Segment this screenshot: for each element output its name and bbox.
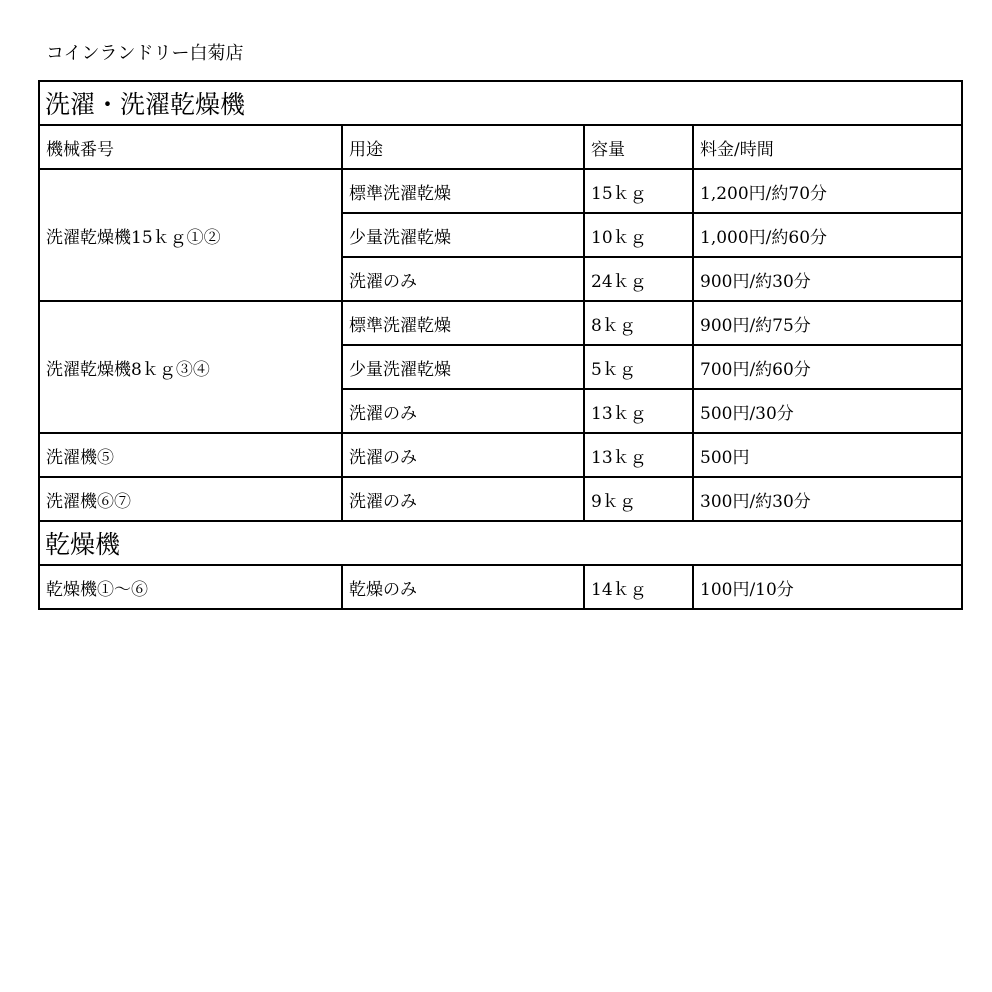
price-cell: 1,200円/約70分: [693, 169, 962, 213]
header-price: 料金/時間: [693, 125, 962, 169]
table-row: [39, 433, 962, 477]
table-row: [39, 169, 962, 213]
capacity-cell: 5ｋｇ: [584, 345, 693, 389]
price-cell: 500円/30分: [693, 389, 962, 433]
price-cell: 500円: [693, 433, 962, 477]
price-cell: 1,000円/約60分: [693, 213, 962, 257]
capacity-cell: 24ｋｇ: [584, 257, 693, 301]
washer-section-title: 洗濯・洗濯乾燥機: [39, 81, 962, 125]
usage-cell: 少量洗濯乾燥: [342, 345, 584, 389]
capacity-cell: 14ｋｇ: [584, 565, 693, 609]
usage-cell: 少量洗濯乾燥: [342, 213, 584, 257]
usage-cell: 洗濯のみ: [342, 389, 584, 433]
usage-cell: 標準洗濯乾燥: [342, 301, 584, 345]
capacity-cell: 13ｋｇ: [584, 389, 693, 433]
usage-cell: 標準洗濯乾燥: [342, 169, 584, 213]
usage-cell: 洗濯のみ: [342, 433, 584, 477]
header-row: [39, 125, 962, 169]
header-capacity: 容量: [584, 125, 693, 169]
price-cell: 700円/約60分: [693, 345, 962, 389]
machine-cell: 洗濯乾燥機8ｋｇ③④: [39, 301, 342, 433]
dryer-section-title-row: [39, 521, 962, 565]
usage-cell: 洗濯のみ: [342, 257, 584, 301]
price-table: [38, 80, 963, 610]
capacity-cell: 8ｋｇ: [584, 301, 693, 345]
price-cell: 100円/10分: [693, 565, 962, 609]
machine-cell: 洗濯乾燥機15ｋｇ①②: [39, 169, 342, 301]
price-cell: 300円/約30分: [693, 477, 962, 521]
table-row: [39, 565, 962, 609]
capacity-cell: 9ｋｇ: [584, 477, 693, 521]
washer-section-title-row: [39, 81, 962, 125]
usage-cell: 乾燥のみ: [342, 565, 584, 609]
capacity-cell: 13ｋｇ: [584, 433, 693, 477]
capacity-cell: 10ｋｇ: [584, 213, 693, 257]
header-machine-number: 機械番号: [39, 125, 342, 169]
price-cell: 900円/約30分: [693, 257, 962, 301]
store-name: コインランドリー白菊店: [46, 43, 244, 64]
machine-cell: 洗濯機⑥⑦: [39, 477, 342, 521]
header-usage: 用途: [342, 125, 584, 169]
machine-cell: 乾燥機①～⑥: [39, 565, 342, 609]
table-row: [39, 301, 962, 345]
dryer-section-title: 乾燥機: [39, 521, 962, 565]
table-row: [39, 477, 962, 521]
capacity-cell: 15ｋｇ: [584, 169, 693, 213]
price-cell: 900円/約75分: [693, 301, 962, 345]
machine-cell: 洗濯機⑤: [39, 433, 342, 477]
usage-cell: 洗濯のみ: [342, 477, 584, 521]
